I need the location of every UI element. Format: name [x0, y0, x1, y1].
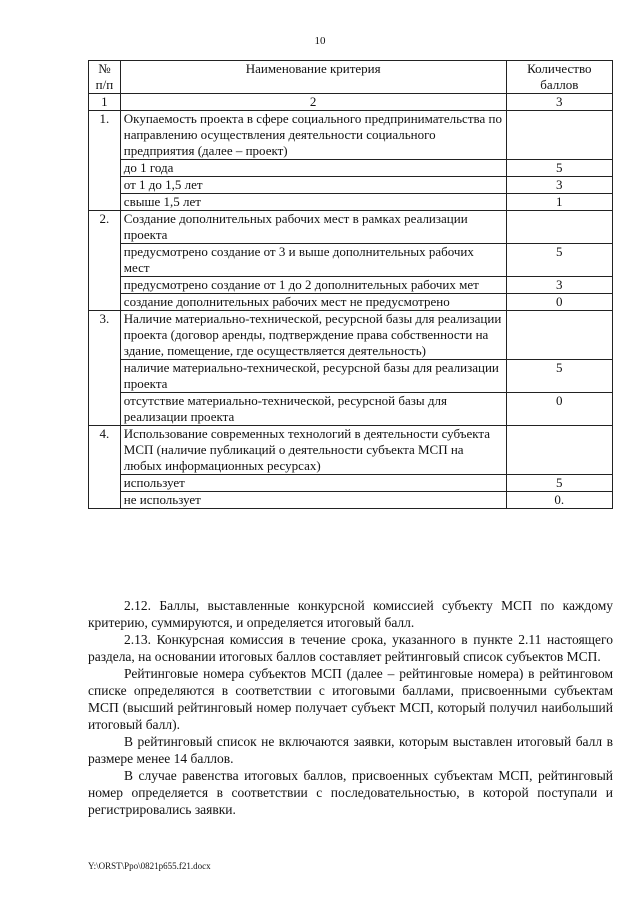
index-cell: 1: [89, 94, 121, 111]
option-label: наличие материально-технической, ресурсной базы для реализации проекта: [120, 360, 506, 393]
criteria-body: [89, 111, 613, 509]
option-score: 5: [506, 475, 612, 492]
option-row: [89, 277, 613, 294]
option-label: свыше 1,5 лет: [120, 194, 506, 211]
criterion-row: [89, 111, 613, 160]
option-label: от 1 до 1,5 лет: [120, 177, 506, 194]
paragraph: 2.13. Конкурсная комиссия в течение срока, указанного в пункте 2.11 настоящего раздела, на основании итоговых баллов составляет рейтинговый список субъектов МСП.: [88, 632, 613, 664]
page-number: 10: [314, 35, 326, 47]
table-header-row: [89, 61, 613, 94]
option-row: [89, 194, 613, 211]
option-row: [89, 492, 613, 509]
option-label: не использует: [120, 492, 506, 509]
header-score: Количество баллов: [506, 61, 612, 94]
option-score: 3: [506, 277, 612, 294]
option-row: [89, 294, 613, 311]
criterion-number: 3.: [89, 311, 121, 426]
criterion-score-empty: [506, 111, 612, 160]
criterion-number: 4.: [89, 426, 121, 509]
criterion-score-empty: [506, 426, 612, 475]
file-path-footer: Y:\ORST\Ppo\0821p655.f21.docx: [88, 861, 211, 871]
paragraph: Рейтинговые номера субъектов МСП (далее – рейтинговые номера) в рейтинговом списке определяются в соответствии с итоговыми баллами, присвоенными субъектам МСП (высший рейтинговый номер получает субъект МСП, который получил наибольший итоговый балл).: [88, 666, 613, 732]
body-text: [88, 597, 613, 818]
option-label: создание дополнительных рабочих мест не предусмотрено: [120, 294, 506, 311]
index-cell: 3: [506, 94, 612, 111]
option-label: использует: [120, 475, 506, 492]
criterion-title: Окупаемость проекта в сфере социального предпринимательства по направлению осуществления деятельности социального предприятия (далее – проект): [120, 111, 506, 160]
criteria-table: [88, 60, 613, 509]
criterion-score-empty: [506, 211, 612, 244]
option-row: [89, 160, 613, 177]
criterion-title: Наличие материально-технической, ресурсной базы для реализации проекта (договор аренды, подтверждение права собственности на здание, помещение, где осуществляется деятельность): [120, 311, 506, 360]
option-score: 5: [506, 160, 612, 177]
paragraph: В случае равенства итоговых баллов, присвоенных субъектам МСП, рейтинговый номер определяется в соответствии с последовательностью, в которой поступали и регистрировались заявки.: [88, 768, 613, 817]
criterion-number: 1.: [89, 111, 121, 211]
option-score: 0: [506, 294, 612, 311]
option-label: до 1 года: [120, 160, 506, 177]
option-score: 1: [506, 194, 612, 211]
option-row: [89, 475, 613, 492]
option-score: 5: [506, 360, 612, 393]
option-row: [89, 360, 613, 393]
index-cell: 2: [120, 94, 506, 111]
criterion-title: Использование современных технологий в деятельности субъекта МСП (наличие публикаций о деятельности субъекта МСП на любых информационных ресурсах): [120, 426, 506, 475]
option-score: 5: [506, 244, 612, 277]
header-criterion: Наименование критерия: [120, 61, 506, 94]
criterion-row: [89, 311, 613, 360]
table-index-row: [89, 94, 613, 111]
paragraph: В рейтинговый список не включаются заявки, которым выставлен итоговый балл в размере менее 14 баллов.: [88, 734, 613, 766]
option-label: отсутствие материально-технической, ресурсной базы для реализации проекта: [120, 393, 506, 426]
option-row: [89, 177, 613, 194]
option-label: предусмотрено создание от 3 и выше дополнительных рабочих мест: [120, 244, 506, 277]
criterion-row: [89, 211, 613, 244]
option-score: 3: [506, 177, 612, 194]
option-row: [89, 393, 613, 426]
criterion-score-empty: [506, 311, 612, 360]
option-score: 0: [506, 393, 612, 426]
criterion-title: Создание дополнительных рабочих мест в рамках реализации проекта: [120, 211, 506, 244]
header-number: № п/п: [89, 61, 121, 94]
paragraph: 2.12. Баллы, выставленные конкурсной комиссией субъекту МСП по каждому критерию, суммируются, и определяется итоговый балл.: [88, 598, 613, 630]
option-score: 0.: [506, 492, 612, 509]
option-row: [89, 244, 613, 277]
criterion-number: 2.: [89, 211, 121, 311]
option-label: предусмотрено создание от 1 до 2 дополнительных рабочих мет: [120, 277, 506, 294]
criterion-row: [89, 426, 613, 475]
